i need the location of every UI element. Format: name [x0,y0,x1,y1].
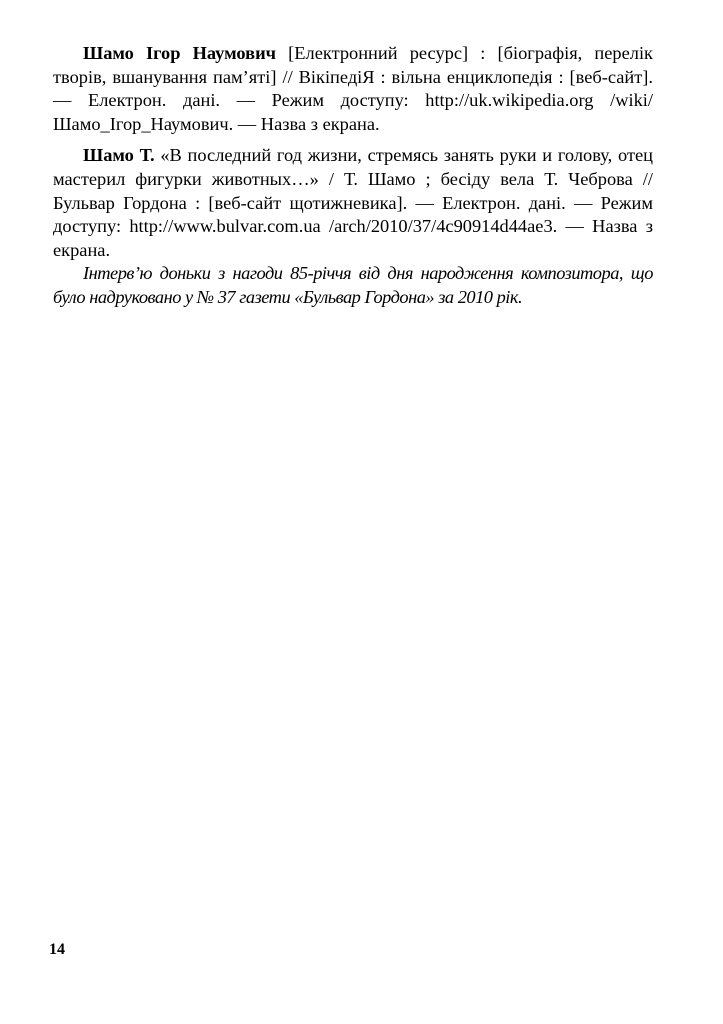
entry-annotation: Інтерв’ю доньки з нагоди 85-річчя від дня народження композитора, що було надруковано у № 37 газети «Бульвар Гордона» за 2010 рік. [53,263,653,307]
page-content [53,42,653,310]
bibliography-entry-1 [53,42,653,136]
entry-text: «В последний год жизни, стремясь занять руки и голову, отец мастерил фигурки животных…» / Т. Шамо ; бесіду вела Т. Чеброва // Бульвар Гордона : [веб-сайт щотижневика]. — Електрон. дані. — Режим доступу: http://www.bulvar.com.ua /arch/2010/37/4c90914d44ae3. — Назва з екрана. [53,145,653,260]
entry-text: [Електронний ресурс] : [біографія, перелік творів, вшанування пам’яті] // ВікіпедіЯ : вільна енциклопедія : [веб-сайт]. — Електрон. дані. — Режим доступу: http://uk.wikipedia.org /wiki/Шамо_Ігор_Наумович. — Назва з екрана. [53,43,653,134]
bibliography-entry-2 [53,144,653,262]
entry-author: Шамо Т. [83,145,155,166]
entry-author: Шамо Ігор Наумович [83,43,277,63]
page-number: 14 [49,941,65,958]
